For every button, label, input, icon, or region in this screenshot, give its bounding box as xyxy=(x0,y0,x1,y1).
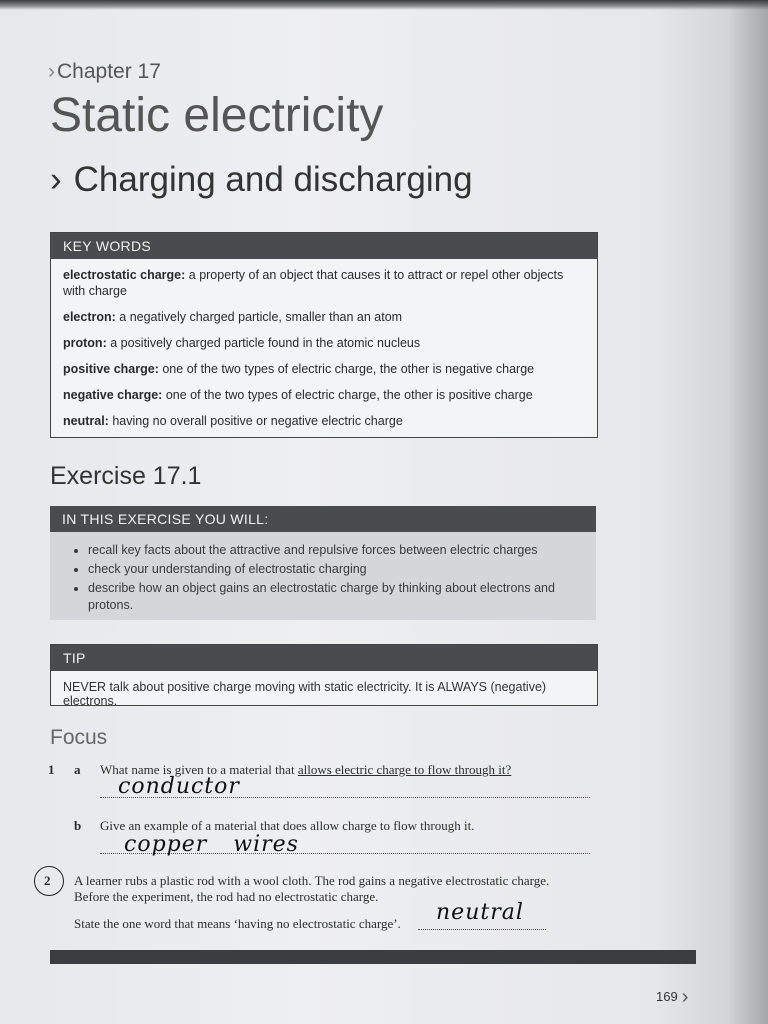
question-letter: a xyxy=(74,762,81,777)
footer-bar xyxy=(50,950,696,964)
chevron-right-icon: › xyxy=(50,160,62,199)
key-words-box xyxy=(50,232,598,438)
tip-box xyxy=(50,644,598,706)
question-2-prompt: State the one word that means ‘having no electrostatic charge’. xyxy=(74,916,401,931)
page-number: 169 › xyxy=(656,986,689,1008)
answer-1a[interactable]: conductor xyxy=(118,774,240,799)
chevron-right-icon: › xyxy=(681,986,689,1008)
key-word-item: positive charge: one of the two types of electric charge, the other is negative charge xyxy=(63,362,535,376)
key-word-item: electron: a negatively charged particle, smaller than an atom xyxy=(63,310,403,324)
question-2-line-2: Before the experiment, the rod had no electrostatic charge. xyxy=(74,889,379,904)
question-1b-text: Give an example of a material that does allow charge to flow through it. xyxy=(100,818,475,833)
tip-text: NEVER talk about positive charge moving with static electricity. It is ALWAYS (negative) electrons. xyxy=(63,680,547,708)
question-number: 2 xyxy=(44,873,51,888)
section-title: › Charging and discharging xyxy=(50,160,473,199)
question-number: 1 xyxy=(48,762,55,777)
key-words-list xyxy=(51,259,597,429)
chapter-label: ›Chapter 17 xyxy=(48,60,161,83)
answer-2[interactable]: neutral xyxy=(436,900,524,925)
question-2-line-1: A learner rubs a plastic rod with a wool cloth. The rod gains a negative electrostatic charge. xyxy=(74,873,550,888)
question-1a-text: What name is given to a material that allows electric charge to flow through it? xyxy=(100,762,512,777)
exercise-goals-heading: IN THIS EXERCISE YOU WILL: xyxy=(50,506,596,532)
key-words-heading: KEY WORDS xyxy=(51,233,597,259)
answer-1b[interactable]: copper wires xyxy=(124,832,299,857)
key-word-item: proton: a positively charged particle found in the atomic nucleus xyxy=(63,336,421,350)
focus-heading: Focus xyxy=(50,726,108,749)
key-word-item: negative charge: one of the two types of electric charge, the other is positive charge xyxy=(63,388,533,402)
exercise-goals-box xyxy=(50,506,596,620)
goal-item: • recall key facts about the attractive and repulsive forces between electric charges xyxy=(88,542,596,559)
goal-item: • describe how an object gains an electrostatic charge by thinking about electrons and protons. xyxy=(88,580,596,614)
question-letter: b xyxy=(74,818,82,833)
chevron-right-icon: › xyxy=(48,60,55,83)
goal-item: • check your understanding of electrostatic charging xyxy=(88,561,596,578)
answer-line xyxy=(418,928,546,930)
tip-heading: TIP xyxy=(51,645,597,671)
page-title: Static electricity xyxy=(50,89,384,142)
exercise-goals-list xyxy=(50,532,596,614)
key-word-item: electrostatic charge: a property of an object that causes it to attract or repel other objects with charge xyxy=(63,268,564,298)
exercise-title: Exercise 17.1 xyxy=(50,462,202,490)
key-word-item: neutral: having no overall positive or negative electric charge xyxy=(63,414,403,428)
